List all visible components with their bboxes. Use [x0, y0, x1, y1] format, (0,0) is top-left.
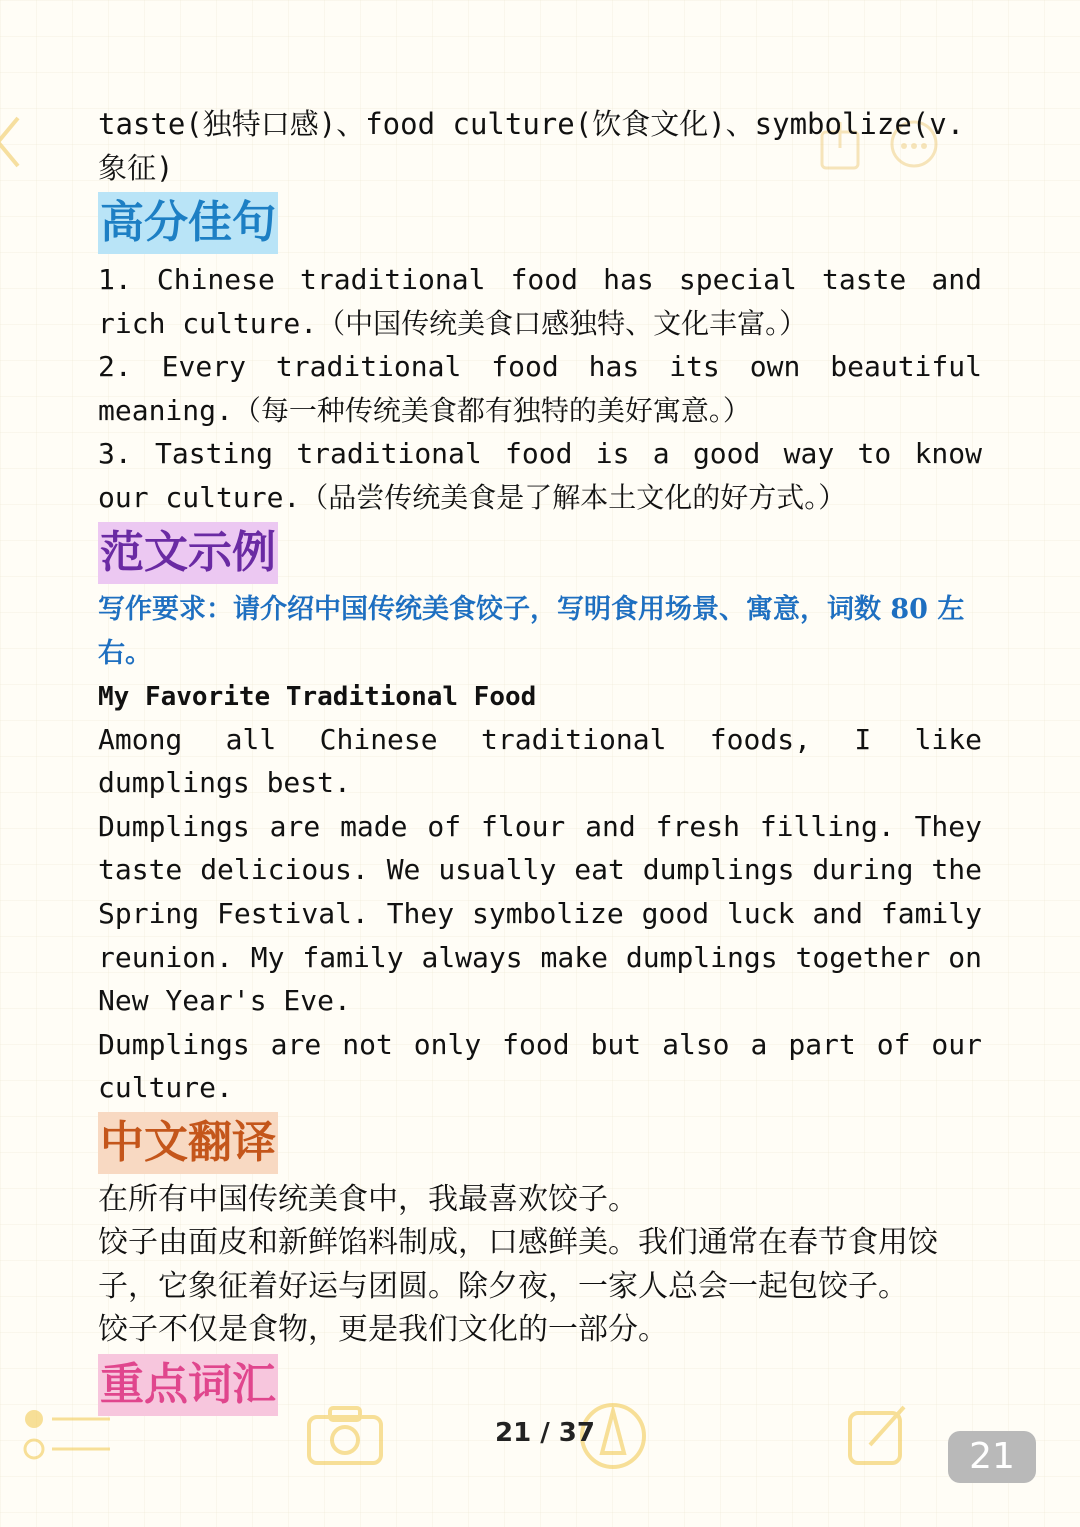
translation-paragraph-3: 饺子不仅是食物，更是我们文化的一部分。 — [98, 1312, 668, 1348]
essay-title: My Favorite Traditional Food — [98, 681, 537, 712]
sentences-heading: 高分佳句 — [98, 192, 278, 254]
back-arrow-icon[interactable] — [0, 112, 30, 172]
document-body — [98, 102, 982, 1420]
edit-icon[interactable] — [846, 1403, 910, 1467]
camera-icon[interactable] — [306, 1405, 384, 1467]
sentence-3: 3. Tasting traditional food is a good way to know our culture.（品尝传统美食是了解本土文化的好方式。） — [98, 437, 982, 514]
essay-paragraph-3: Dumplings are not only food but also a part of our culture. — [98, 1027, 982, 1105]
page-indicator: 21 / 37 — [495, 1418, 595, 1448]
translation-heading: 中文翻译 — [98, 1112, 278, 1174]
essay-paragraph-1: Among all Chinese traditional foods, I like dumplings best. — [98, 722, 982, 800]
list-icon[interactable] — [20, 1405, 116, 1465]
vocab-heading: 重点词汇 — [98, 1354, 278, 1416]
translation-paragraph-1: 在所有中国传统美食中，我最喜欢饺子。 — [98, 1181, 638, 1217]
sample-heading: 范文示例 — [98, 522, 278, 584]
translation-paragraph-2: 饺子由面皮和新鲜馅料制成，口感鲜美。我们通常在春节食用饺子，它象征着好运与团圆。除夕夜，一家人总会一起包饺子。 — [98, 1225, 938, 1304]
writing-requirement: 写作要求：请介绍中国传统美食饺子，写明食用场景、寓意，词数 80 左右。 — [98, 593, 965, 669]
intro-vocab-line: taste(独特口感)、food culture(饮食文化)、symbolize(v.象征) — [98, 107, 965, 185]
sentence-1: 1. Chinese traditional food has special taste and rich culture.（中国传统美食口感独特、文化丰富。） — [98, 263, 982, 340]
sentence-2: 2. Every traditional food has its own beautiful meaning.（每一种传统美食都有独特的美好寓意。） — [98, 350, 982, 427]
page-number-badge: 21 — [948, 1431, 1036, 1483]
essay-paragraph-2: Dumplings are made of flour and fresh filling. They taste delicious. We usually eat dumplings during the Spring Festival. They symbolize good luck and family reunion. My family always make dumplings together on New Year's Eve. — [98, 809, 982, 1018]
